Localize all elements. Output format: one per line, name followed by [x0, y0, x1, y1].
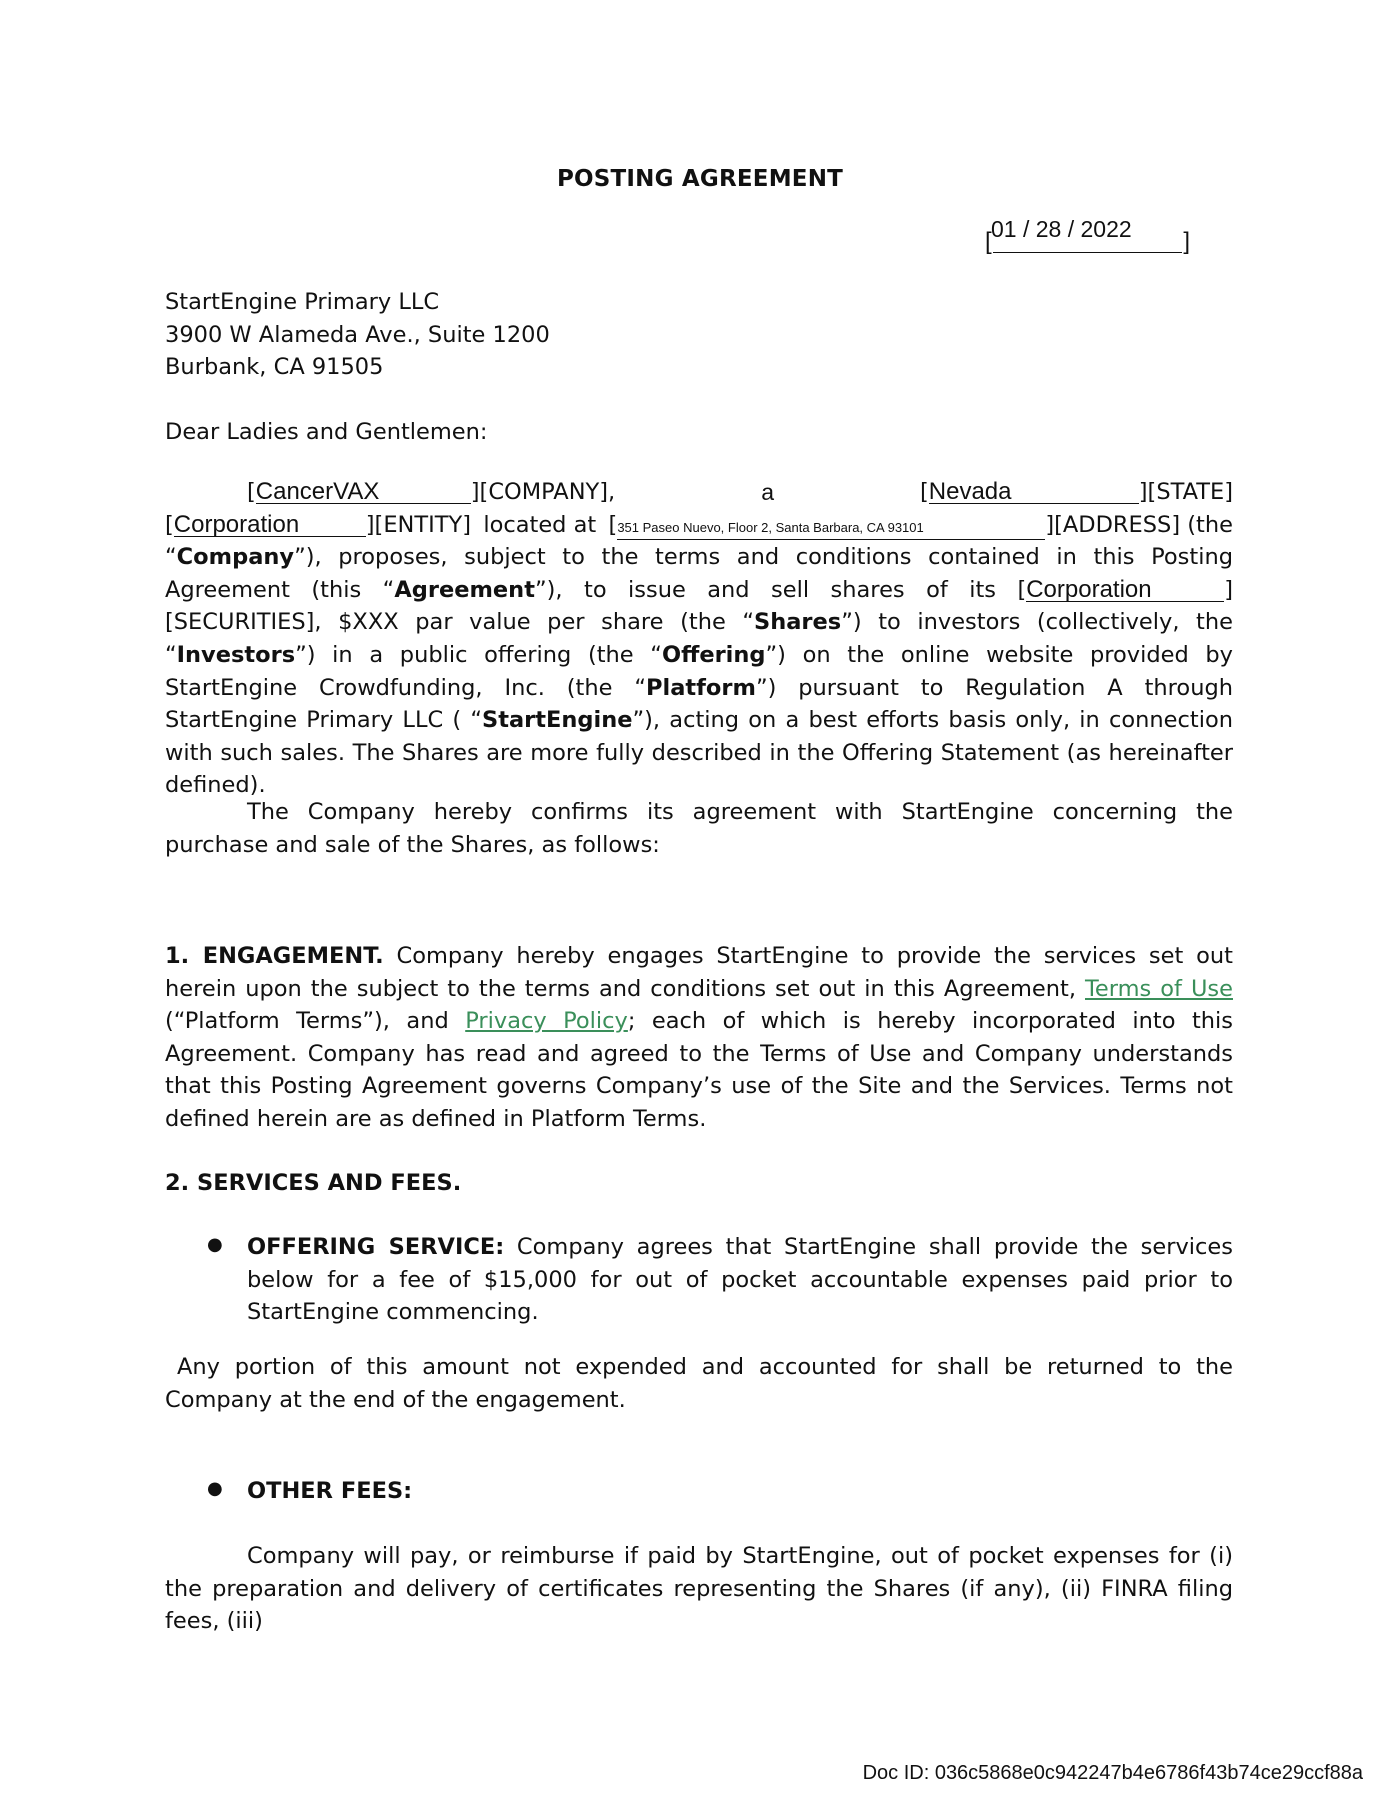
- section-1-heading: 1. ENGAGEMENT.: [165, 943, 384, 969]
- offering-service-item: OFFERING SERVICE: Company agrees that StartEngine shall provide the services below for a fee of $15,000 for out of pocket accountable expenses paid prior to StartEngine commencing.: [247, 1234, 1233, 1326]
- bracket-open: [: [608, 511, 618, 538]
- bullet-icon: ●: [207, 1478, 223, 1499]
- term-offering: Offering: [661, 641, 766, 668]
- article-a: a: [761, 479, 774, 505]
- bracket-open: [: [165, 511, 174, 538]
- offering-service-heading: OFFERING SERVICE:: [247, 1234, 505, 1260]
- intro-line-1: [165, 476, 1233, 509]
- doc-id: Doc ID: 036c5868e0c942247b4e6786f43b74ce29ccf88a: [862, 1762, 1363, 1784]
- return-paragraph: Any portion of this amount not expended and accounted for shall be returned to the Company at the end of the engagement.: [165, 1354, 1233, 1413]
- term-shares: Shares: [754, 609, 842, 636]
- bullet-icon: ●: [207, 1234, 223, 1255]
- located-at: located at: [483, 511, 597, 538]
- other-fees-item: [247, 1475, 1233, 1508]
- address-line-1: StartEngine Primary LLC: [165, 289, 440, 315]
- term-startengine: StartEngine: [482, 707, 633, 734]
- date-value: 01 / 28 / 2022: [991, 216, 1132, 242]
- term-company: Company: [176, 544, 295, 571]
- entity-field: Corporation: [174, 514, 366, 537]
- other-fees-heading: OTHER FEES:: [247, 1478, 413, 1504]
- company-tag: ][COMPANY],: [470, 479, 616, 505]
- date-underline: [993, 252, 1182, 253]
- date-field: [985, 214, 1190, 254]
- section-engagement: 1. ENGAGEMENT. Company hereby engages StartEngine to provide the services set out herein upon the subject to the terms and conditions set out in this Agreement, Terms of Use (“Platform Terms”), and Privacy Policy; each of which is hereby incorporated into this Agreement. Company has read and agreed to the Terms of Use and Company understands that this Posting Agreement governs Company’s use of the Site and the Services. Terms not defined herein are as defined in Platform Terms.: [165, 943, 1233, 1132]
- recipient-address: [165, 286, 1233, 384]
- term-investors: Investors: [176, 641, 296, 668]
- page-title: POSTING AGREEMENT: [556, 166, 844, 192]
- date-bracket-close: ]: [1183, 228, 1190, 255]
- term-agreement: Agreement: [394, 576, 535, 603]
- securities-field: Corporation: [1026, 579, 1224, 602]
- confirmation-paragraph: The Company hereby confirms its agreement with StartEngine concerning the purchase and sale of the Shares, as follows:: [165, 799, 1233, 858]
- address-tag: ][ADDRESS] (the: [1045, 511, 1233, 538]
- term-platform: Platform: [646, 674, 756, 701]
- bracket-open: [: [920, 479, 929, 505]
- bracket-open: [: [247, 479, 256, 505]
- terms-of-use-link[interactable]: Terms of Use: [1085, 975, 1233, 1002]
- intro-paragraph: [165, 476, 1233, 802]
- privacy-policy-link[interactable]: Privacy Policy: [465, 1008, 628, 1035]
- intro-line-2: [165, 509, 1233, 542]
- address-line-2: 3900 W Alameda Ave., Suite 1200: [165, 321, 550, 348]
- state-tag: ][STATE]: [1138, 479, 1233, 505]
- other-fees-paragraph: Company will pay, or reimburse if paid by StartEngine, out of pocket expenses for (i) the preparation and delivery of certificates representing the Shares (if any), (ii) FINRA filing fees, (iii): [165, 1543, 1233, 1635]
- state-field: Nevada: [929, 481, 1139, 504]
- date-bracket-open: [: [985, 228, 992, 255]
- address-line-3: Burbank, CA 91505: [165, 354, 384, 381]
- section-2-heading: 2. SERVICES AND FEES.: [165, 1170, 462, 1196]
- entity-tag: ][ENTITY]: [365, 511, 472, 538]
- address-field: 351 Paseo Nuevo, Floor 2, Santa Barbara, CA 93101: [617, 517, 1045, 540]
- company-field: CancerVAX: [256, 481, 471, 504]
- bracket-open: [: [1017, 576, 1027, 603]
- intro-body: “Company”), proposes, subject to the terms and conditions contained in this Posting Agreement (this “Agreement”), to issue and sell shares of its [Corporation ][SECURITIES], $XXX par value per share (the “Shares”) to investors (collectively, the “Investors”) in a public offering (the “Offering”) on the online website provided by StartEngine Crowdfunding, Inc. (the “Platform”) pursuant to Regulation A through StartEngine Primary LLC ( “StartEngine”), acting on a best efforts basis only, in connection with such sales. The Shares are more fully described in the Offering Statement (as hereinafter defined).: [165, 544, 1233, 799]
- salutation: Dear Ladies and Gentlemen:: [165, 419, 488, 445]
